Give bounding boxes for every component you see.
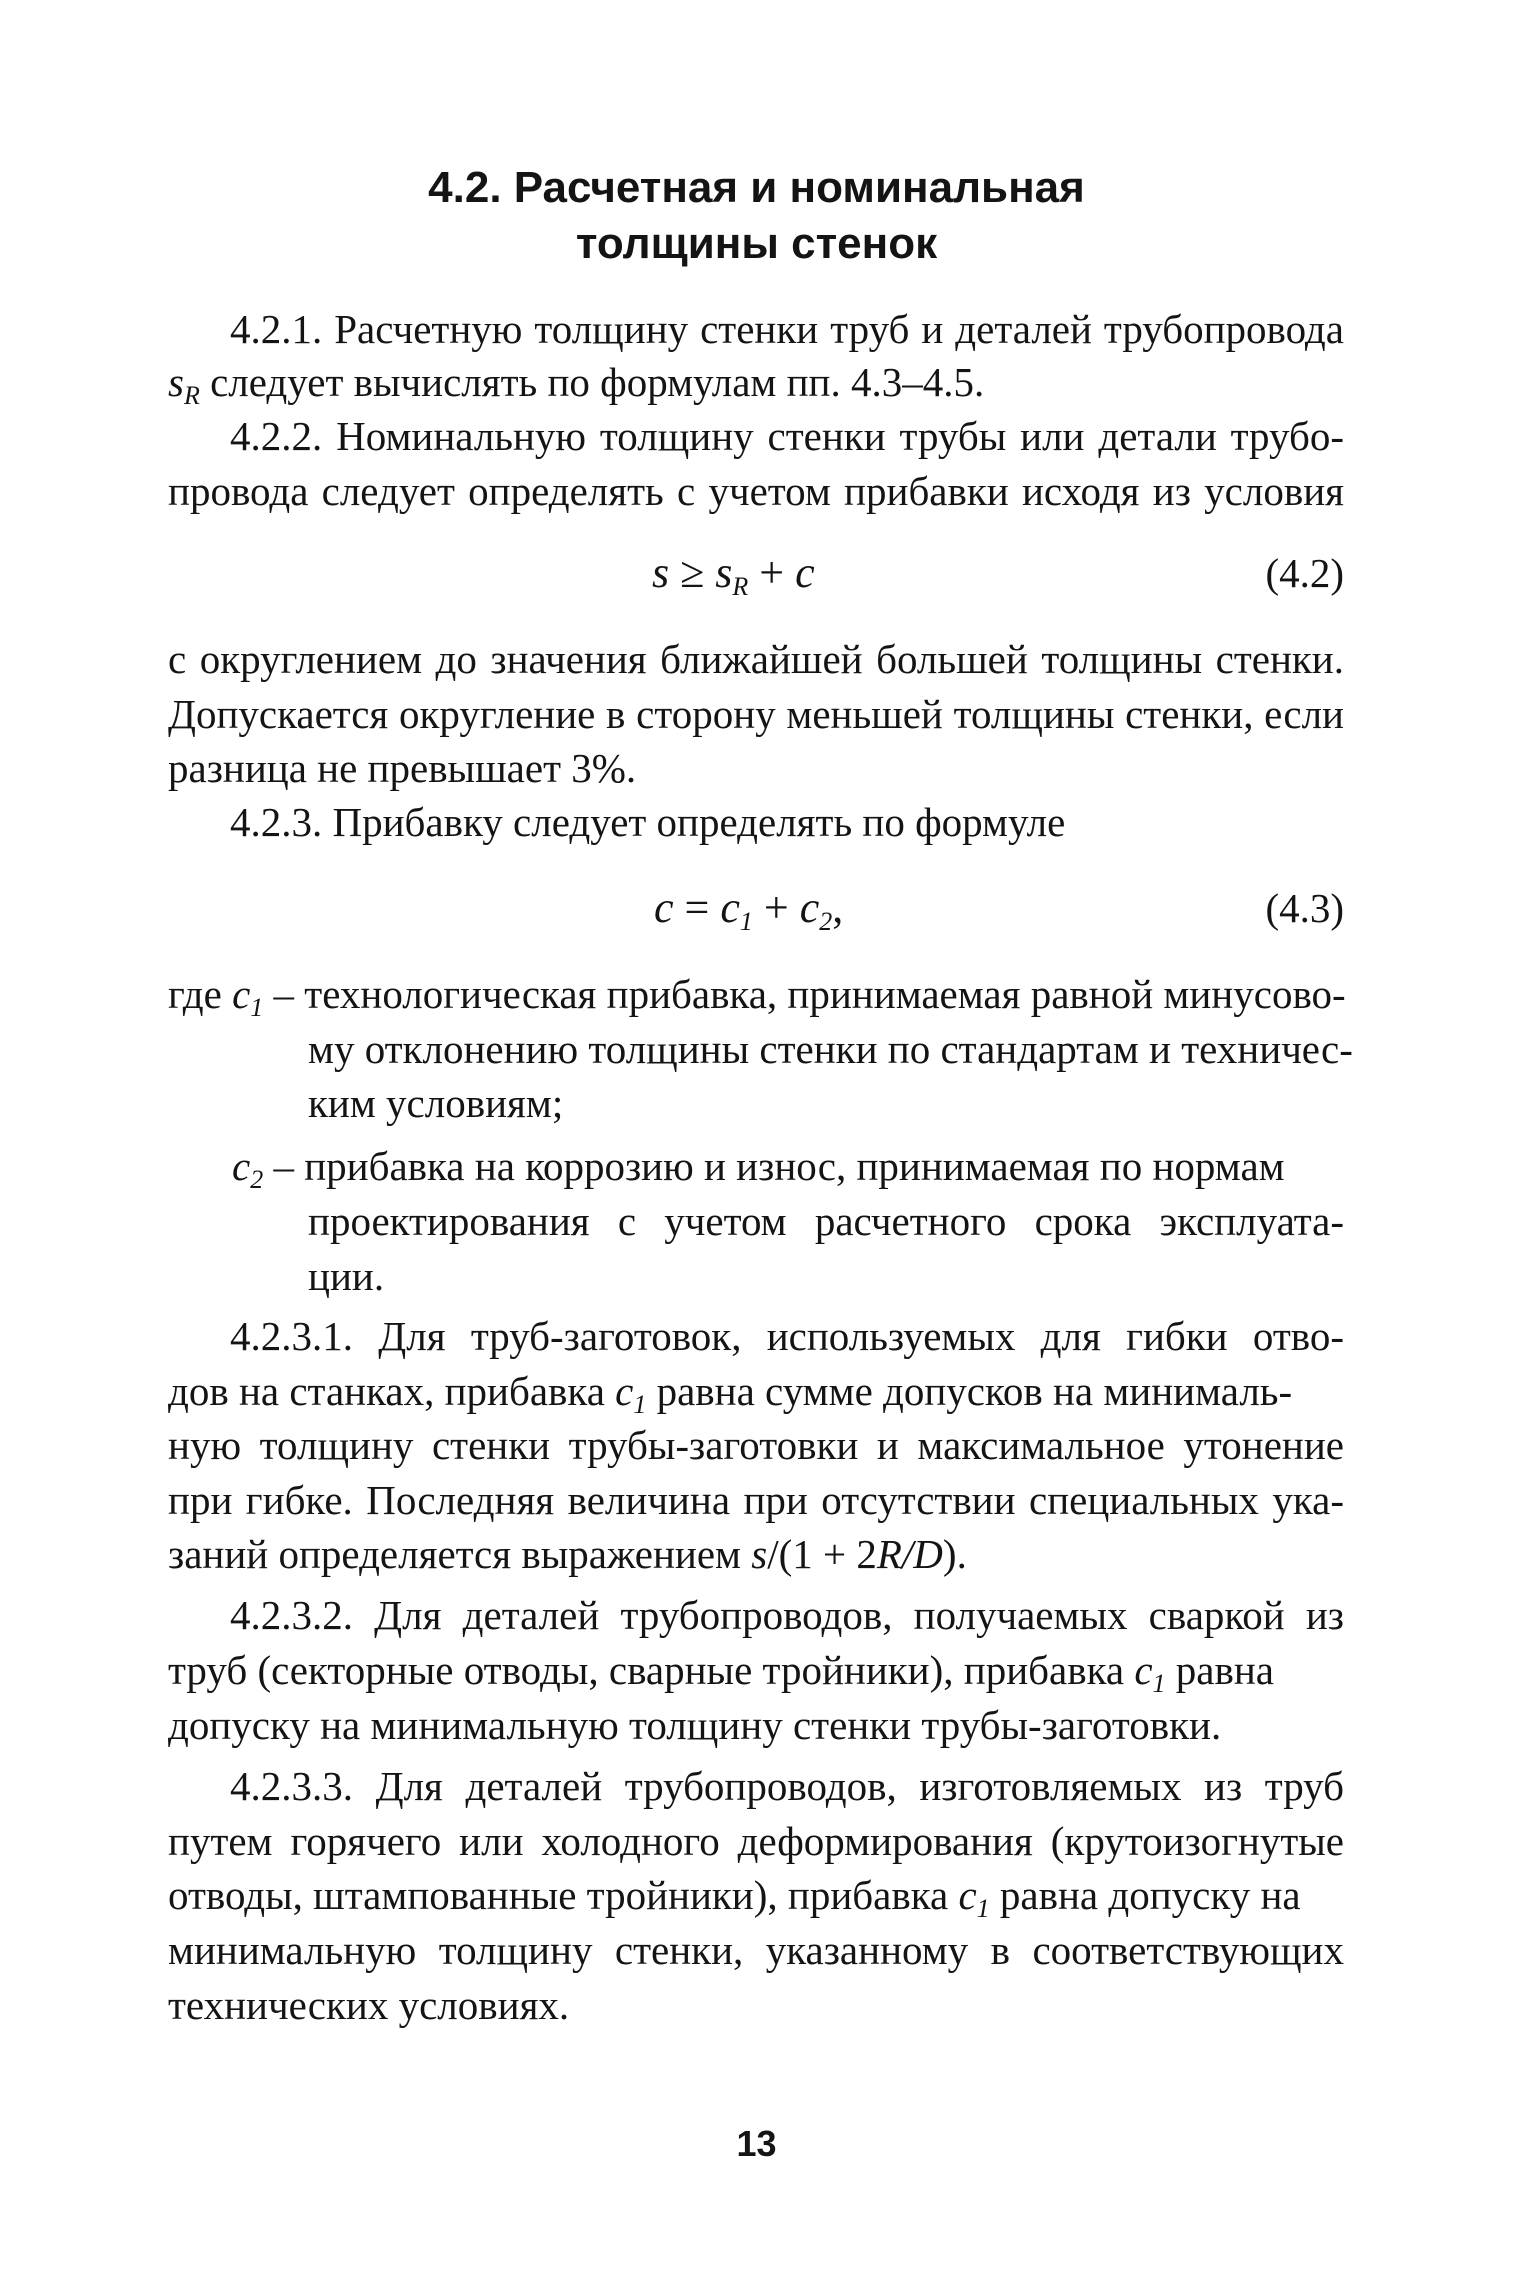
paragraph-4-2-3-3-line-2: путем горячего или холодного деформирования (крутоизогнутые xyxy=(168,1818,1344,1864)
definition-c1-line-1 xyxy=(168,968,1344,1020)
subscript-1: 1 xyxy=(976,1894,990,1923)
paragraph-4-2-3-1-line-4: при гибке. Последняя величина при отсутствии специальных ука- xyxy=(168,1477,1344,1523)
definition-c2-line-2: проектирования с учетом расчетного срока эксплуата- xyxy=(308,1198,1344,1244)
formula-subscript-2: 2 xyxy=(819,907,833,936)
paragraph-rounding-line-3: разница не превышает 3%. xyxy=(168,745,637,791)
var-c2: c xyxy=(232,1143,251,1189)
formula-subscript-1: 1 xyxy=(739,907,753,936)
plus-sign: + xyxy=(748,548,796,597)
paragraph-4-2-3-3-line-1: 4.2.3.3. Для деталей трубопроводов, изготовляемых из труб xyxy=(230,1763,1344,1809)
formula-4-3 xyxy=(654,880,843,936)
formula-s: s xyxy=(652,548,670,597)
subscript-1: 1 xyxy=(250,993,264,1022)
ge-sign: ≥ xyxy=(669,548,716,597)
paragraph-4-2-2-line-1: 4.2.2. Номинальную толщину стенки трубы или детали трубо- xyxy=(230,413,1344,459)
where-word: где xyxy=(168,971,233,1017)
paragraph-4-2-3-1-line-2 xyxy=(168,1365,1344,1417)
var-c1: c xyxy=(232,971,251,1017)
formula-s-r: s xyxy=(715,548,733,597)
equation-number-4-2: (4.2) xyxy=(1265,550,1344,596)
subscript-1: 1 xyxy=(1152,1669,1166,1698)
paragraph-4-2-3-2-line-2 xyxy=(168,1644,1344,1696)
formula-c1: c xyxy=(720,883,740,932)
text-segment: труб (секторные отводы, сварные тройники), прибавка xyxy=(168,1647,1135,1693)
formula-c2: c xyxy=(799,883,820,932)
text-segment: дов на станках, прибавка xyxy=(168,1368,616,1414)
subscript-2: 2 xyxy=(250,1165,264,1194)
definition-c1-text: – технологическая прибавка, принимаемая равной минусово- xyxy=(263,971,1346,1017)
var-s: s xyxy=(168,359,184,405)
paragraph-rounding-line-2: Допускается округление в сторону меньшей толщины стенки, если xyxy=(168,691,1344,737)
subscript-r: R xyxy=(183,381,200,410)
comma: , xyxy=(832,883,844,932)
definition-c1-line-3: ким условиям; xyxy=(308,1080,564,1126)
formula-c: c xyxy=(654,883,674,932)
definition-c2-text: – прибавка на коррозию и износ, принимаемая по нормам xyxy=(263,1143,1285,1189)
paragraph-4-2-3-1-line-5 xyxy=(168,1528,1344,1580)
paragraph-4-2-1-line-2 xyxy=(168,356,1344,408)
plus-sign: + xyxy=(752,883,800,932)
formula-4-2 xyxy=(652,545,815,601)
text-segment: ). xyxy=(942,1531,967,1577)
var-c1: c xyxy=(958,1872,977,1918)
paragraph-4-2-3-3-line-5: технических условиях. xyxy=(168,1982,570,2028)
paragraph-4-2-3-3-line-3 xyxy=(168,1869,1344,1921)
paragraph-4-2-1-text: следует вычислять по формулам пп. 4.3–4.5. xyxy=(199,359,985,405)
paragraph-4-2-3-3-line-4: минимальную толщину стенки, указанному в соответствующих xyxy=(168,1927,1344,1973)
equals-sign: = xyxy=(673,883,721,932)
section-title-line-1: 4.2. Расчетная и номинальная xyxy=(428,163,1085,212)
var-c1: c xyxy=(1134,1647,1153,1693)
section-title-line-2: толщины стенок xyxy=(575,219,938,268)
paragraph-4-2-3-2-line-3: допуску на минимальную толщину стенки трубы-заготовки. xyxy=(168,1702,1222,1748)
definition-c2-line-3: ции. xyxy=(308,1253,385,1299)
text-segment: заний определяется выражением xyxy=(168,1531,752,1577)
definition-c2-line-1 xyxy=(232,1140,1344,1192)
formula-c: c xyxy=(795,548,815,597)
text-segment: равна допуску на xyxy=(989,1872,1301,1918)
paragraph-4-2-3-2-line-1: 4.2.3.2. Для деталей трубопроводов, получаемых сваркой из xyxy=(230,1592,1344,1638)
text-segment: равна xyxy=(1165,1647,1274,1693)
var-r-over-d: R/D xyxy=(876,1531,943,1577)
paragraph-4-2-3-line-1: 4.2.3. Прибавку следует определять по формуле xyxy=(230,799,1066,845)
definition-c1-line-2: му отклонению толщины стенки по стандартам и техничес- xyxy=(308,1026,1353,1072)
text-segment: /(1 + 2 xyxy=(767,1531,877,1577)
text-segment: равна сумме допусков на минималь- xyxy=(646,1368,1293,1414)
equation-number-4-3: (4.3) xyxy=(1265,885,1344,931)
var-c1: c xyxy=(615,1368,634,1414)
paragraph-4-2-3-1-line-3: ную толщину стенки трубы-заготовки и максимальное утонение xyxy=(168,1422,1344,1468)
page-number: 13 xyxy=(736,2123,777,2164)
paragraph-4-2-2-line-2: провода следует определять с учетом прибавки исходя из условия xyxy=(168,468,1344,514)
formula-subscript-r: R xyxy=(732,572,749,601)
paragraph-rounding-line-1: с округлением до значения ближайшей большей толщины стенки. xyxy=(168,636,1344,682)
subscript-1: 1 xyxy=(633,1390,647,1419)
paragraph-4-2-3-1-line-1: 4.2.3.1. Для труб-заготовок, используемых для гибки отво- xyxy=(230,1313,1344,1359)
var-s: s xyxy=(751,1531,768,1577)
paragraph-4-2-1-line-1: 4.2.1. Расчетную толщину стенки труб и деталей трубопровода xyxy=(230,306,1344,352)
text-segment: отводы, штампованные тройники), прибавка xyxy=(168,1872,959,1918)
